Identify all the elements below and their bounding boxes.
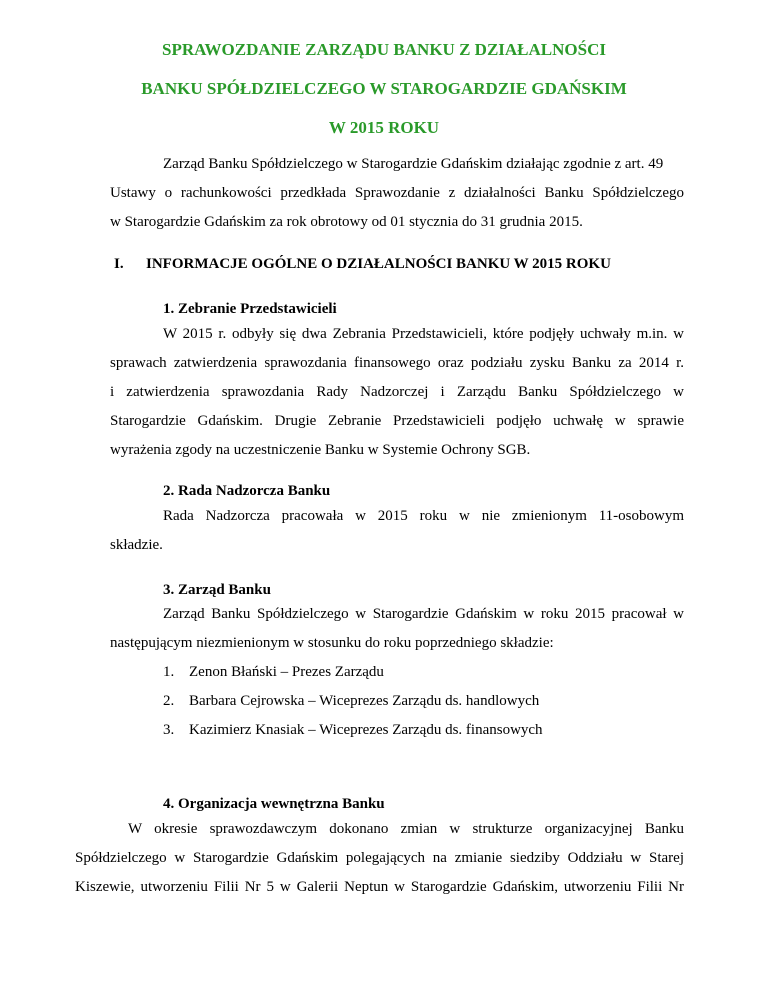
sub1-line-5: wyrażenia zgody na uczestniczenie Banku w Systemie Ochrony SGB. <box>110 442 531 458</box>
intro-line-1: Zarząd Banku Spółdzielczego w Starogardzie Gdańskim działając zgodnie z art. 49 <box>163 156 664 172</box>
report-title-line-3: W 2015 ROKU <box>328 118 440 137</box>
sub4-line-3: Kiszewie, utworzeniu Filii Nr 5 w Galerii Neptun w Starogardzie Gdańskim, utworzeniu Filii Nr <box>75 879 684 895</box>
sub1-line-1: W 2015 r. odbyły się dwa Zebrania Przedstawicieli, które podjęły uchwały m.in. w <box>163 326 684 342</box>
sub2-line-2: składzie. <box>110 537 163 553</box>
sub4-line-2: Spółdzielczego w Starogardzie Gdańskim polegających na zmianie siedziby Oddziału w Starej <box>75 850 684 866</box>
sub3-line-1: Zarząd Banku Spółdzielczego w Starogardzie Gdańskim w roku 2015 pracował w <box>163 606 684 622</box>
sub1-line-4: Starogardzie Gdańskim. Drugie Zebranie Przedstawicieli podjęło uchwałę w sprawie <box>110 413 684 429</box>
sub2-line-1: Rada Nadzorcza pracowała w 2015 roku w nie zmienionym 11-osobowym <box>163 508 684 524</box>
list-item-number: 2. <box>163 693 175 709</box>
list-item-number: 3. <box>163 722 175 738</box>
board-member-2: Barbara Cejrowska – Wiceprezes Zarządu ds. handlowych <box>189 693 540 709</box>
sub1-line-2: sprawach zatwierdzenia sprawozdania finansowego oraz podziału zysku Banku za 2014 r. <box>110 355 684 371</box>
subsection-2-heading: 2. Rada Nadzorcza Banku <box>163 483 331 499</box>
list-item-number: 1. <box>163 664 175 680</box>
sub3-line-2: następującym niezmienionym w stosunku do roku poprzedniego składzie: <box>110 635 554 651</box>
sub1-line-3: i zatwierdzenia sprawozdania Rady Nadzorczej i Zarządu Banku Spółdzielczego w <box>110 384 684 400</box>
sub4-line-1: W okresie sprawozdawczym dokonano zmian w strukturze organizacyjnej Banku <box>128 821 684 837</box>
subsection-1-heading: 1. Zebranie Przedstawicieli <box>163 301 337 317</box>
board-member-3: Kazimierz Knasiak – Wiceprezes Zarządu ds. finansowych <box>189 722 543 738</box>
section-1-number: I. <box>114 256 124 272</box>
report-title-line-1: SPRAWOZDANIE ZARZĄDU BANKU Z DZIAŁALNOŚCI <box>162 40 606 59</box>
board-member-1: Zenon Błański – Prezes Zarządu <box>189 664 384 680</box>
intro-line-3: w Starogardzie Gdańskim za rok obrotowy od 01 stycznia do 31 grudnia 2015. <box>110 214 583 230</box>
intro-line-2: Ustawy o rachunkowości przedkłada Sprawozdanie z działalności Banku Spółdzielczego <box>110 185 684 201</box>
section-1-heading: INFORMACJE OGÓLNE O DZIAŁALNOŚCI BANKU W 2015 ROKU <box>146 256 611 272</box>
report-title-line-2: BANKU SPÓŁDZIELCZEGO W STAROGARDZIE GDAŃSKIM <box>141 79 627 98</box>
subsection-4-heading: 4. Organizacja wewnętrzna Banku <box>163 796 385 812</box>
subsection-3-heading: 3. Zarząd Banku <box>163 582 271 598</box>
